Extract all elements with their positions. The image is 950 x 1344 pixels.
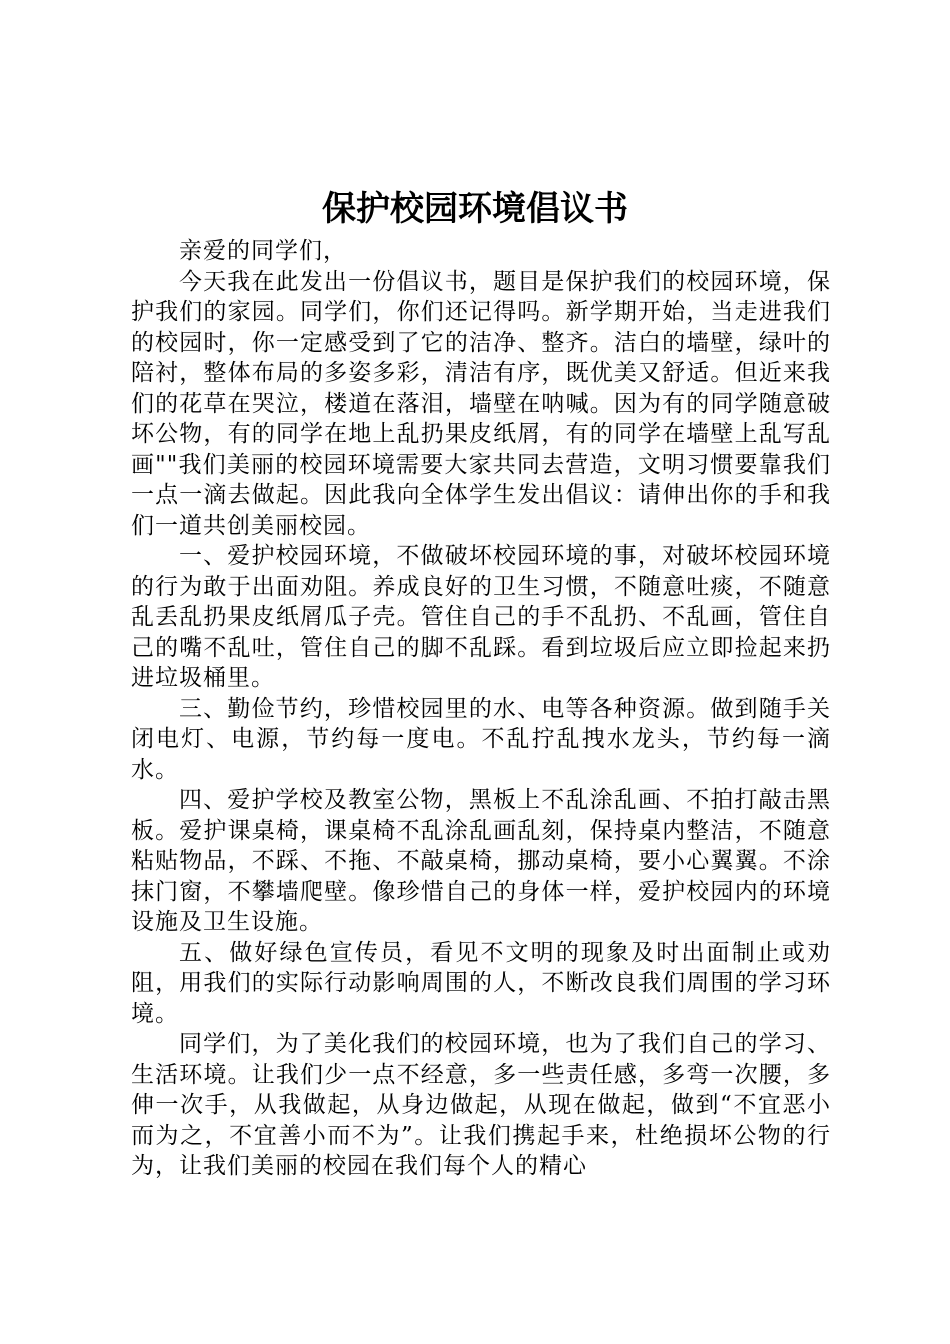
- proposal-paragraph-3: 三、勤俭节约，珍惜校园里的水、电等各种资源。做到随手关闭电灯、电源，节约每一度电。不乱拧乱拽水龙头，节约每一滴水。: [131, 695, 831, 783]
- proposal-paragraph-5: 五、做好绿色宣传员，看见不文明的现象及时出面制止或劝阻，用我们的实际行动影响周围的人，不断改良我们周围的学习环境。: [131, 939, 831, 1027]
- document-body: [131, 236, 831, 1182]
- proposal-paragraph-1: 一、爱护校园环境，不做破坏校园环境的事，对破坏校园环境的行为敢于出面劝阻。养成良好的卫生习惯，不随意吐痰，不随意乱丢乱扔果皮纸屑瓜子壳。管住自己的手不乱扔、不乱画，管住自己的嘴不乱吐，管住自己的脚不乱踩。看到垃圾后应立即捡起来扔进垃圾桶里。: [131, 543, 831, 691]
- proposal-paragraph-4: 四、爱护学校及教室公物，黑板上不乱涂乱画、不拍打敲击黑板。爱护课桌椅，课桌椅不乱涂乱画乱刻，保持桌内整洁，不随意粘贴物品，不踩、不拖、不敲桌椅，挪动桌椅，要小心翼翼。不涂抹门窗，不攀墙爬壁。像珍惜自己的身体一样，爱护校园内的环境设施及卫生设施。: [131, 787, 831, 935]
- intro-paragraph: 今天我在此发出一份倡议书，题目是保护我们的校园环境，保护我们的家园。同学们，你们还记得吗。新学期开始，当走进我们的校园时，你一定感受到了它的洁净、整齐。洁白的墙壁，绿叶的陪衬，整体布局的多姿多彩，清洁有序，既优美又舒适。但近来我们的花草在哭泣，楼道在落泪，墙壁在呐喊。因为有的同学随意破坏公物，有的同学在地上乱扔果皮纸屑，有的同学在墙壁上乱写乱画""我们美丽的校园环境需要大家共同去营造，文明习惯要靠我们一点一滴去做起。因此我向全体学生发出倡议：请伸出你的手和我们一道共创美丽校园。: [131, 268, 831, 539]
- salutation-paragraph: 亲爱的同学们，: [179, 238, 347, 264]
- document-title: 保护校园环境倡议书: [322, 189, 628, 229]
- closing-paragraph: 同学们，为了美化我们的校园环境，也为了我们自己的学习、生活环境。让我们少一点不经意，多一些责任感，多弯一次腰，多伸一次手，从我做起，从身边做起，从现在做起，做到“不宜恶小而为之，不宜善小而不为”。让我们携起手来，杜绝损坏公物的行为，让我们美丽的校园在我们每个人的精心: [131, 1031, 831, 1179]
